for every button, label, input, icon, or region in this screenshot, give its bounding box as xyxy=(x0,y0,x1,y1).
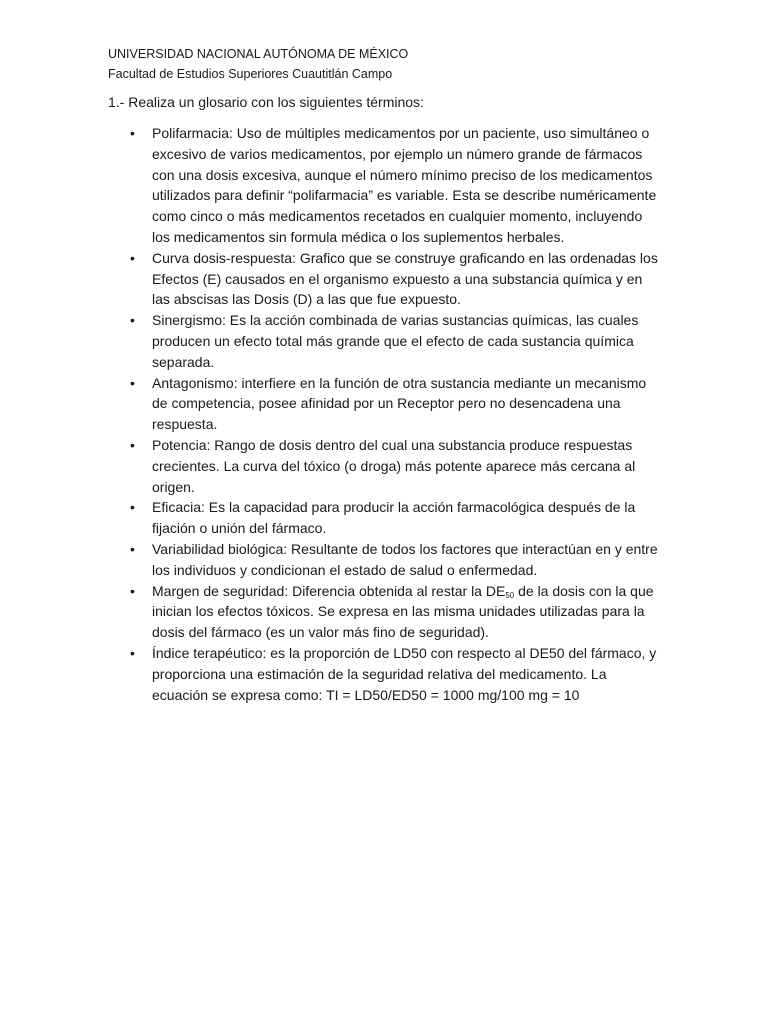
bullet-icon: • xyxy=(130,582,135,599)
glossary-item-text: Variabilidad biológica: Resultante de todos los factores que interactúan en y entre los individuos y condicionan el estado de salud o enfermedad. xyxy=(152,540,658,578)
glossary-item-indice-terapeutico xyxy=(130,643,662,705)
bullet-icon: • xyxy=(130,374,135,391)
bullet-icon: • xyxy=(130,499,135,516)
glossary-item-text: Eficacia: Es la capacidad para producir la acción farmacológica después de la fijación o unión del fármaco. xyxy=(152,499,636,537)
glossary-item-variabilidad-biologica xyxy=(130,539,662,581)
university-name: UNIVERSIDAD NACIONAL AUTÓNOMA DE MÉXICO xyxy=(108,47,409,61)
bullet-icon: • xyxy=(130,249,135,266)
glossary-item-antagonismo xyxy=(130,373,662,435)
glossary-item-curva-dosis-respuesta xyxy=(130,248,662,310)
glossary-item-polifarmacia xyxy=(130,123,662,248)
glossary-item-text-after: de la dosis con la que inician los efectos tóxicos. Se expresa en las misma unidades utilizadas para la dosis del fármaco (es un valor más fino de seguridad). xyxy=(152,582,654,641)
glossary-item-text: Sinergismo: Es la acción combinada de varias sustancias químicas, las cuales producen un efecto total más grande que el efecto de cada sustancia química separada. xyxy=(152,312,639,370)
glossary-item-text-before: Margen de seguridad: Diferencia obtenida al restar la DE xyxy=(152,582,506,599)
glossary-item-text: Índice terapéutico: es la proporción de LD50 con respecto al DE50 del fármaco, y proporciona una estimación de la seguridad relativa del medicamento. La ecuación se expresa como: TI = LD50/ED50 = 1000 mg/100 mg = 10 xyxy=(152,644,657,703)
glossary-item-text xyxy=(152,583,654,641)
glossary-item-text: Polifarmacia: Uso de múltiples medicamentos por un paciente, uso simultáneo o excesivo de varios medicamentos, por ejemplo un número grande de fármacos con una dosis excesiva, aunque el número mínimo preciso de los medicamentos utilizados para definir “polifarmacia” es variable. Esta se describe numéricamente como cinco o más medicamentos recetados en cualquier momento, incluyendo los medicamentos sin formula médica o los suplementos herbales. xyxy=(152,125,657,245)
glossary-item-text: Antagonismo: interfiere en la función de otra sustancia mediante un mecanismo de competencia, posee afinidad por un Receptor pero no desencadena una respuesta. xyxy=(152,374,647,433)
subscript-50: 50 xyxy=(505,590,515,600)
document-header xyxy=(108,44,408,84)
bullet-icon: • xyxy=(130,312,135,329)
glossary-item-text: Potencia: Rango de dosis dentro del cual una substancia produce respuestas crecientes. La curva del tóxico (o droga) más potente aparece más cercana al origen. xyxy=(152,436,636,495)
bullet-icon: • xyxy=(130,125,135,141)
glossary-item-sinergismo xyxy=(130,310,662,372)
glossary-list xyxy=(130,123,662,705)
glossary-item-text: Curva dosis-respuesta: Grafico que se construye graficando en las ordenadas los Efectos (E) causados en el organismo expuesto a una substancia química y en las abscisas las Dosis (D) a las que fue expuesto. xyxy=(152,249,658,308)
faculty-name: Facultad de Estudios Superiores Cuautitlán Campo xyxy=(108,67,393,81)
bullet-icon: • xyxy=(130,644,135,661)
question-heading: 1.- Realiza un glosario con los siguientes términos: xyxy=(108,94,424,110)
bullet-icon: • xyxy=(130,436,135,453)
glossary-item-potencia xyxy=(130,435,662,497)
glossary-item-eficacia xyxy=(130,497,662,539)
glossary-item-margen-de-seguridad xyxy=(130,581,662,643)
bullet-icon: • xyxy=(130,540,135,557)
